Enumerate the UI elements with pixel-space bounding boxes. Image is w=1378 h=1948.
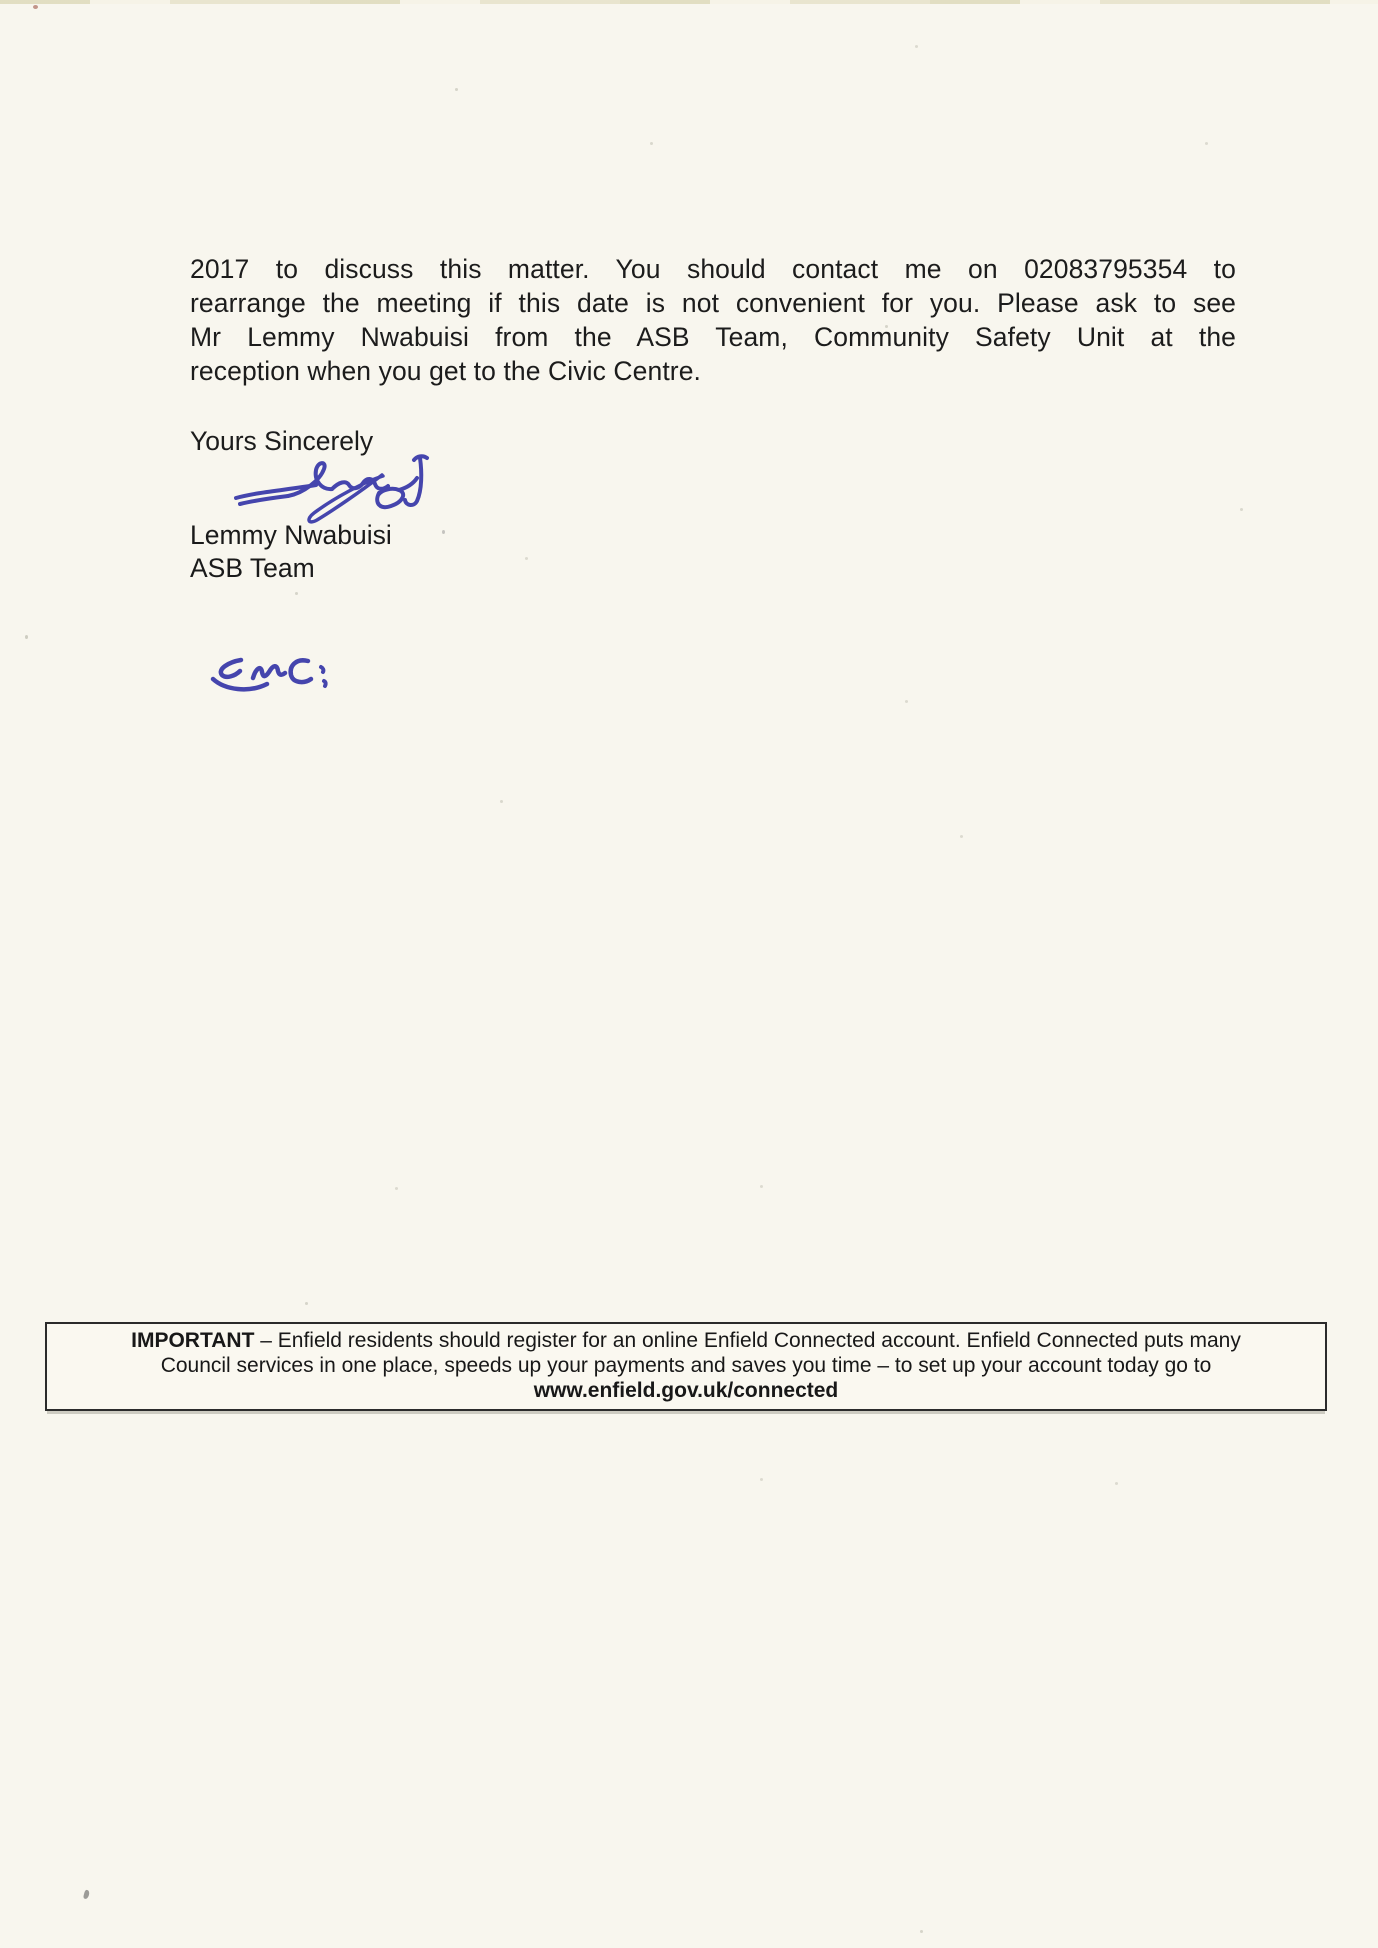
sender-team: ASB Team <box>190 553 315 583</box>
paragraph-line: Mr Lemmy Nwabuisi from the ASB Team, Community Safety Unit at the <box>190 322 1236 352</box>
enclosure-mark <box>205 648 340 706</box>
scan-speck <box>760 1478 763 1481</box>
scan-speck <box>455 88 458 91</box>
scan-speck <box>1115 1482 1118 1485</box>
sender-name: Lemmy Nwabuisi <box>190 520 392 550</box>
scan-speck <box>500 800 503 803</box>
closing-salutation: Yours Sincerely <box>190 426 374 456</box>
scan-speck <box>295 592 298 595</box>
scan-speck <box>305 1302 308 1305</box>
scan-speck <box>83 1890 90 1900</box>
scan-speck <box>525 557 528 560</box>
scan-speck <box>915 45 918 48</box>
notice-line-1-text: – Enfield residents should register for an online Enfield Connected account. Enfield Connected puts many <box>254 1329 1241 1352</box>
scan-speck <box>960 835 963 838</box>
scan-speck <box>395 1187 398 1190</box>
scan-speck <box>442 530 445 534</box>
scan-edge-artifact <box>0 0 1378 4</box>
paragraph-line: rearrange the meeting if this date is not convenient for you. Please ask to see <box>190 288 1236 318</box>
scan-speck <box>33 5 38 9</box>
scan-speck <box>1240 508 1243 511</box>
scan-speck <box>1205 142 1208 145</box>
notice-line-1 <box>61 1328 1311 1353</box>
paragraph-line: 2017 to discuss this matter. You should contact me on 02083795354 to <box>190 254 1236 284</box>
notice-url: www.enfield.gov.uk/connected <box>533 1379 839 1402</box>
handwritten-signature-image <box>230 448 435 528</box>
notice-line-2: Council services in one place, speeds up your payments and saves you time – to set up your account today go to <box>160 1354 1212 1377</box>
scan-speck <box>25 635 28 639</box>
paragraph-line: reception when you get to the Civic Centre. <box>190 356 702 386</box>
important-notice-box <box>45 1322 1327 1411</box>
scan-speck <box>905 700 908 703</box>
notice-heading: IMPORTANT <box>131 1329 255 1352</box>
letter-body-paragraph <box>190 252 1236 388</box>
scan-speck <box>920 1930 923 1933</box>
scan-speck <box>760 1185 763 1188</box>
scan-speck <box>650 142 653 145</box>
